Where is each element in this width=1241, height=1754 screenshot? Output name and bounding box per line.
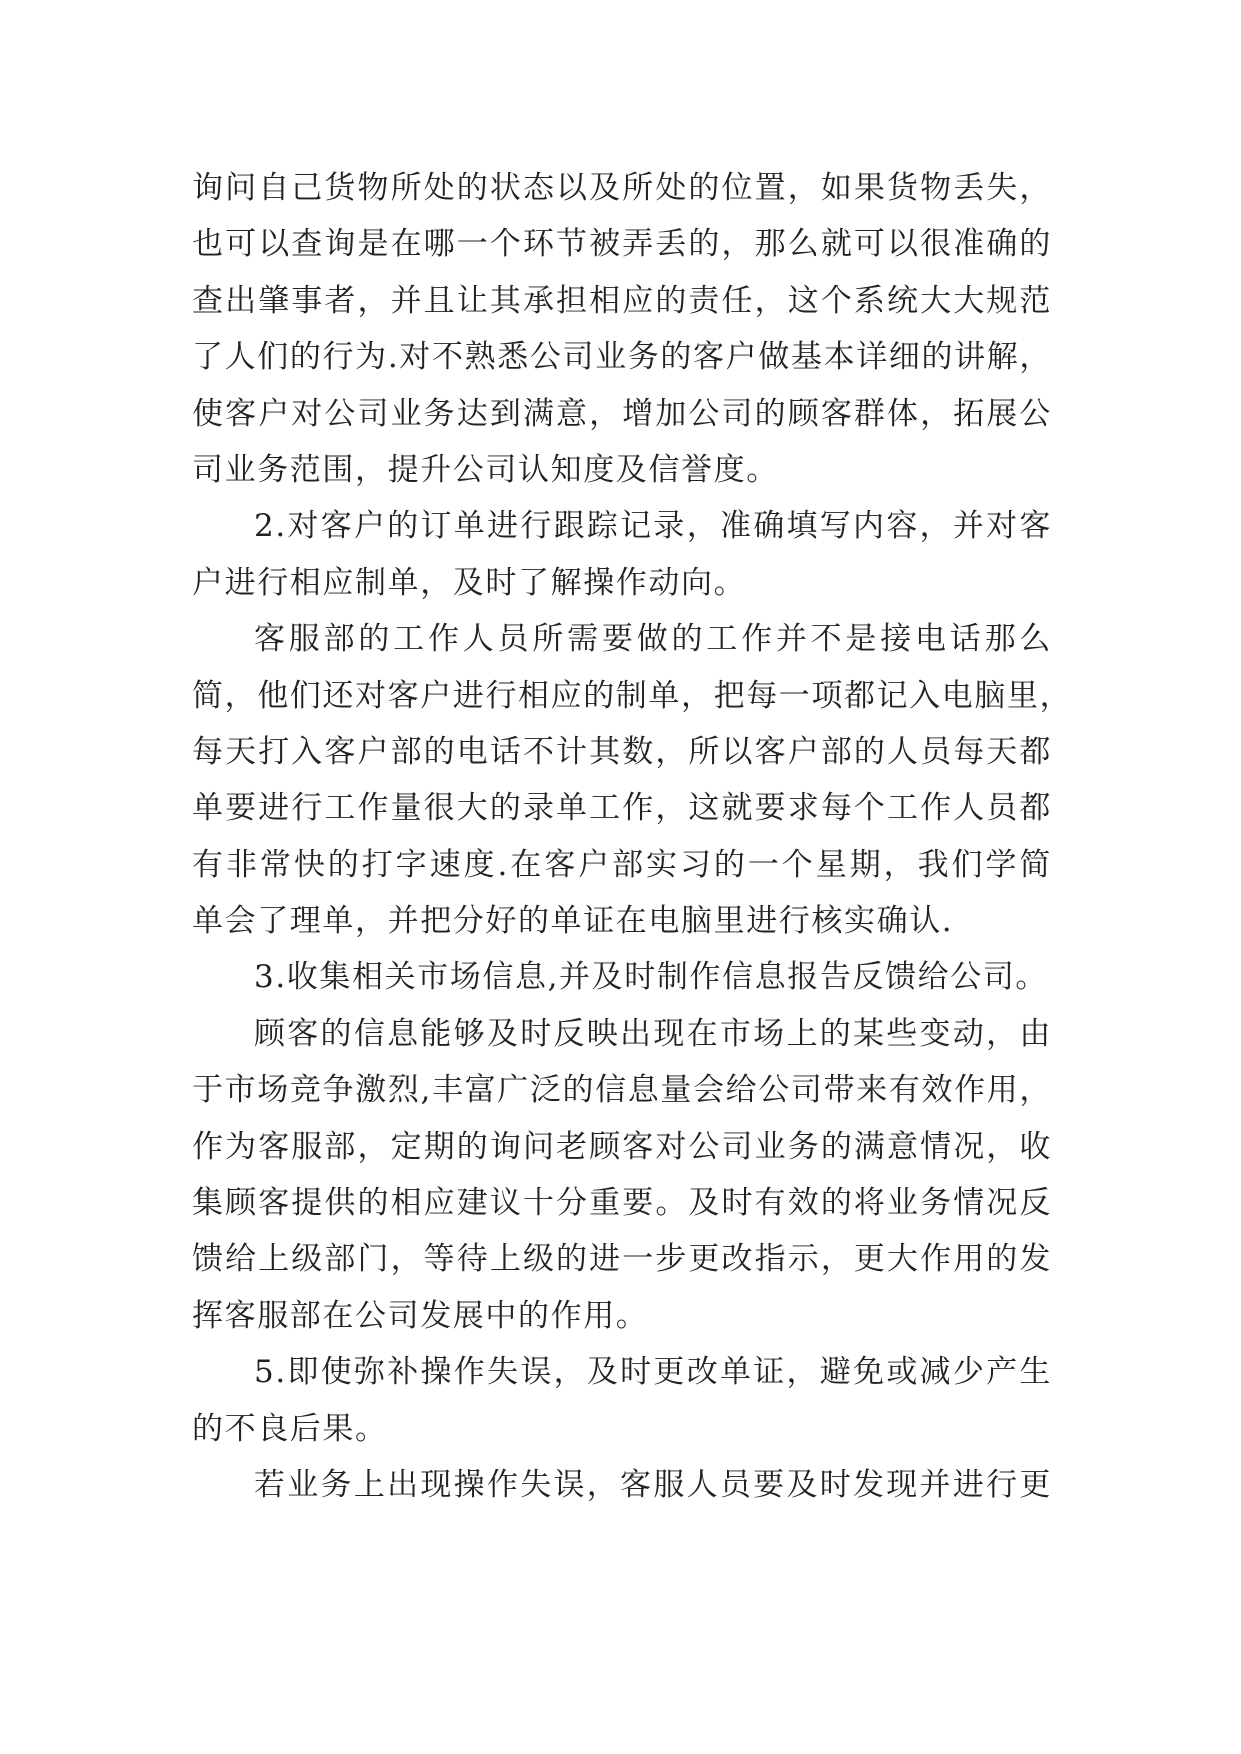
text-line: 集顾客提供的相应建议十分重要。及时有效的将业务情况反 bbox=[192, 1185, 1052, 1222]
document-body bbox=[192, 160, 1073, 1513]
text-line: 户进行相应制单，及时了解操作动向。 bbox=[192, 564, 747, 601]
text-line: 3.收集相关市场信息,并及时制作信息报告反馈给公司。 bbox=[254, 959, 1049, 996]
text-line: 于市场竞争激烈,丰富广泛的信息量会给公司带来有效作用， bbox=[192, 1072, 1052, 1109]
text-line: 若业务上出现操作失误，客服人员要及时发现并进行更 bbox=[254, 1466, 1052, 1503]
text-line: 单会了理单，并把分好的单证在电脑里进行核实确认. bbox=[192, 903, 954, 940]
text-line: 查出肇事者，并且让其承担相应的责任，这个系统大大规范 bbox=[192, 282, 1052, 319]
text-line: 询问自己货物所处的状态以及所处的位置，如果货物丢失， bbox=[192, 170, 1052, 206]
text-line: 作为客服部，定期的询问老顾客对公司业务的满意情况，收 bbox=[192, 1128, 1052, 1165]
text-line: 了人们的行为.对不熟悉公司业务的客户做基本详细的讲解， bbox=[192, 339, 1052, 376]
text-line: 客服部的工作人员所需要做的工作并不是接电话那么 bbox=[254, 621, 1052, 658]
text-line: 2.对客户的订单进行跟踪记录，准确填写内容，并对客 bbox=[254, 508, 1052, 545]
text-line: 使客户对公司业务达到满意，增加公司的顾客群体，拓展公 bbox=[192, 395, 1052, 432]
text-line: 有非常快的打字速度.在客户部实习的一个星期，我们学简 bbox=[192, 846, 1052, 883]
text-line: 的不良后果。 bbox=[192, 1410, 388, 1447]
text-line: 每天打入客户部的电话不计其数，所以客户部的人员每天都 bbox=[192, 733, 1052, 770]
text-line: 司业务范围，提升公司认知度及信誉度。 bbox=[192, 451, 779, 488]
text-line: 简，他们还对客户进行相应的制单，把每一项都记入电脑里， bbox=[192, 677, 1073, 714]
text-line: 也可以查询是在哪一个环节被弄丢的，那么就可以很准确的 bbox=[192, 226, 1052, 263]
text-line: 馈给上级部门，等待上级的进一步更改指示，更大作用的发 bbox=[192, 1241, 1052, 1278]
text-line: 单要进行工作量很大的录单工作，这就要求每个工作人员都 bbox=[192, 790, 1052, 827]
text-line: 5.即使弥补操作失误，及时更改单证，避免或减少产生 bbox=[254, 1354, 1052, 1391]
text-line: 顾客的信息能够及时反映出现在市场上的某些变动，由 bbox=[254, 1015, 1052, 1052]
text-line: 挥客服部在公司发展中的作用。 bbox=[192, 1297, 649, 1334]
